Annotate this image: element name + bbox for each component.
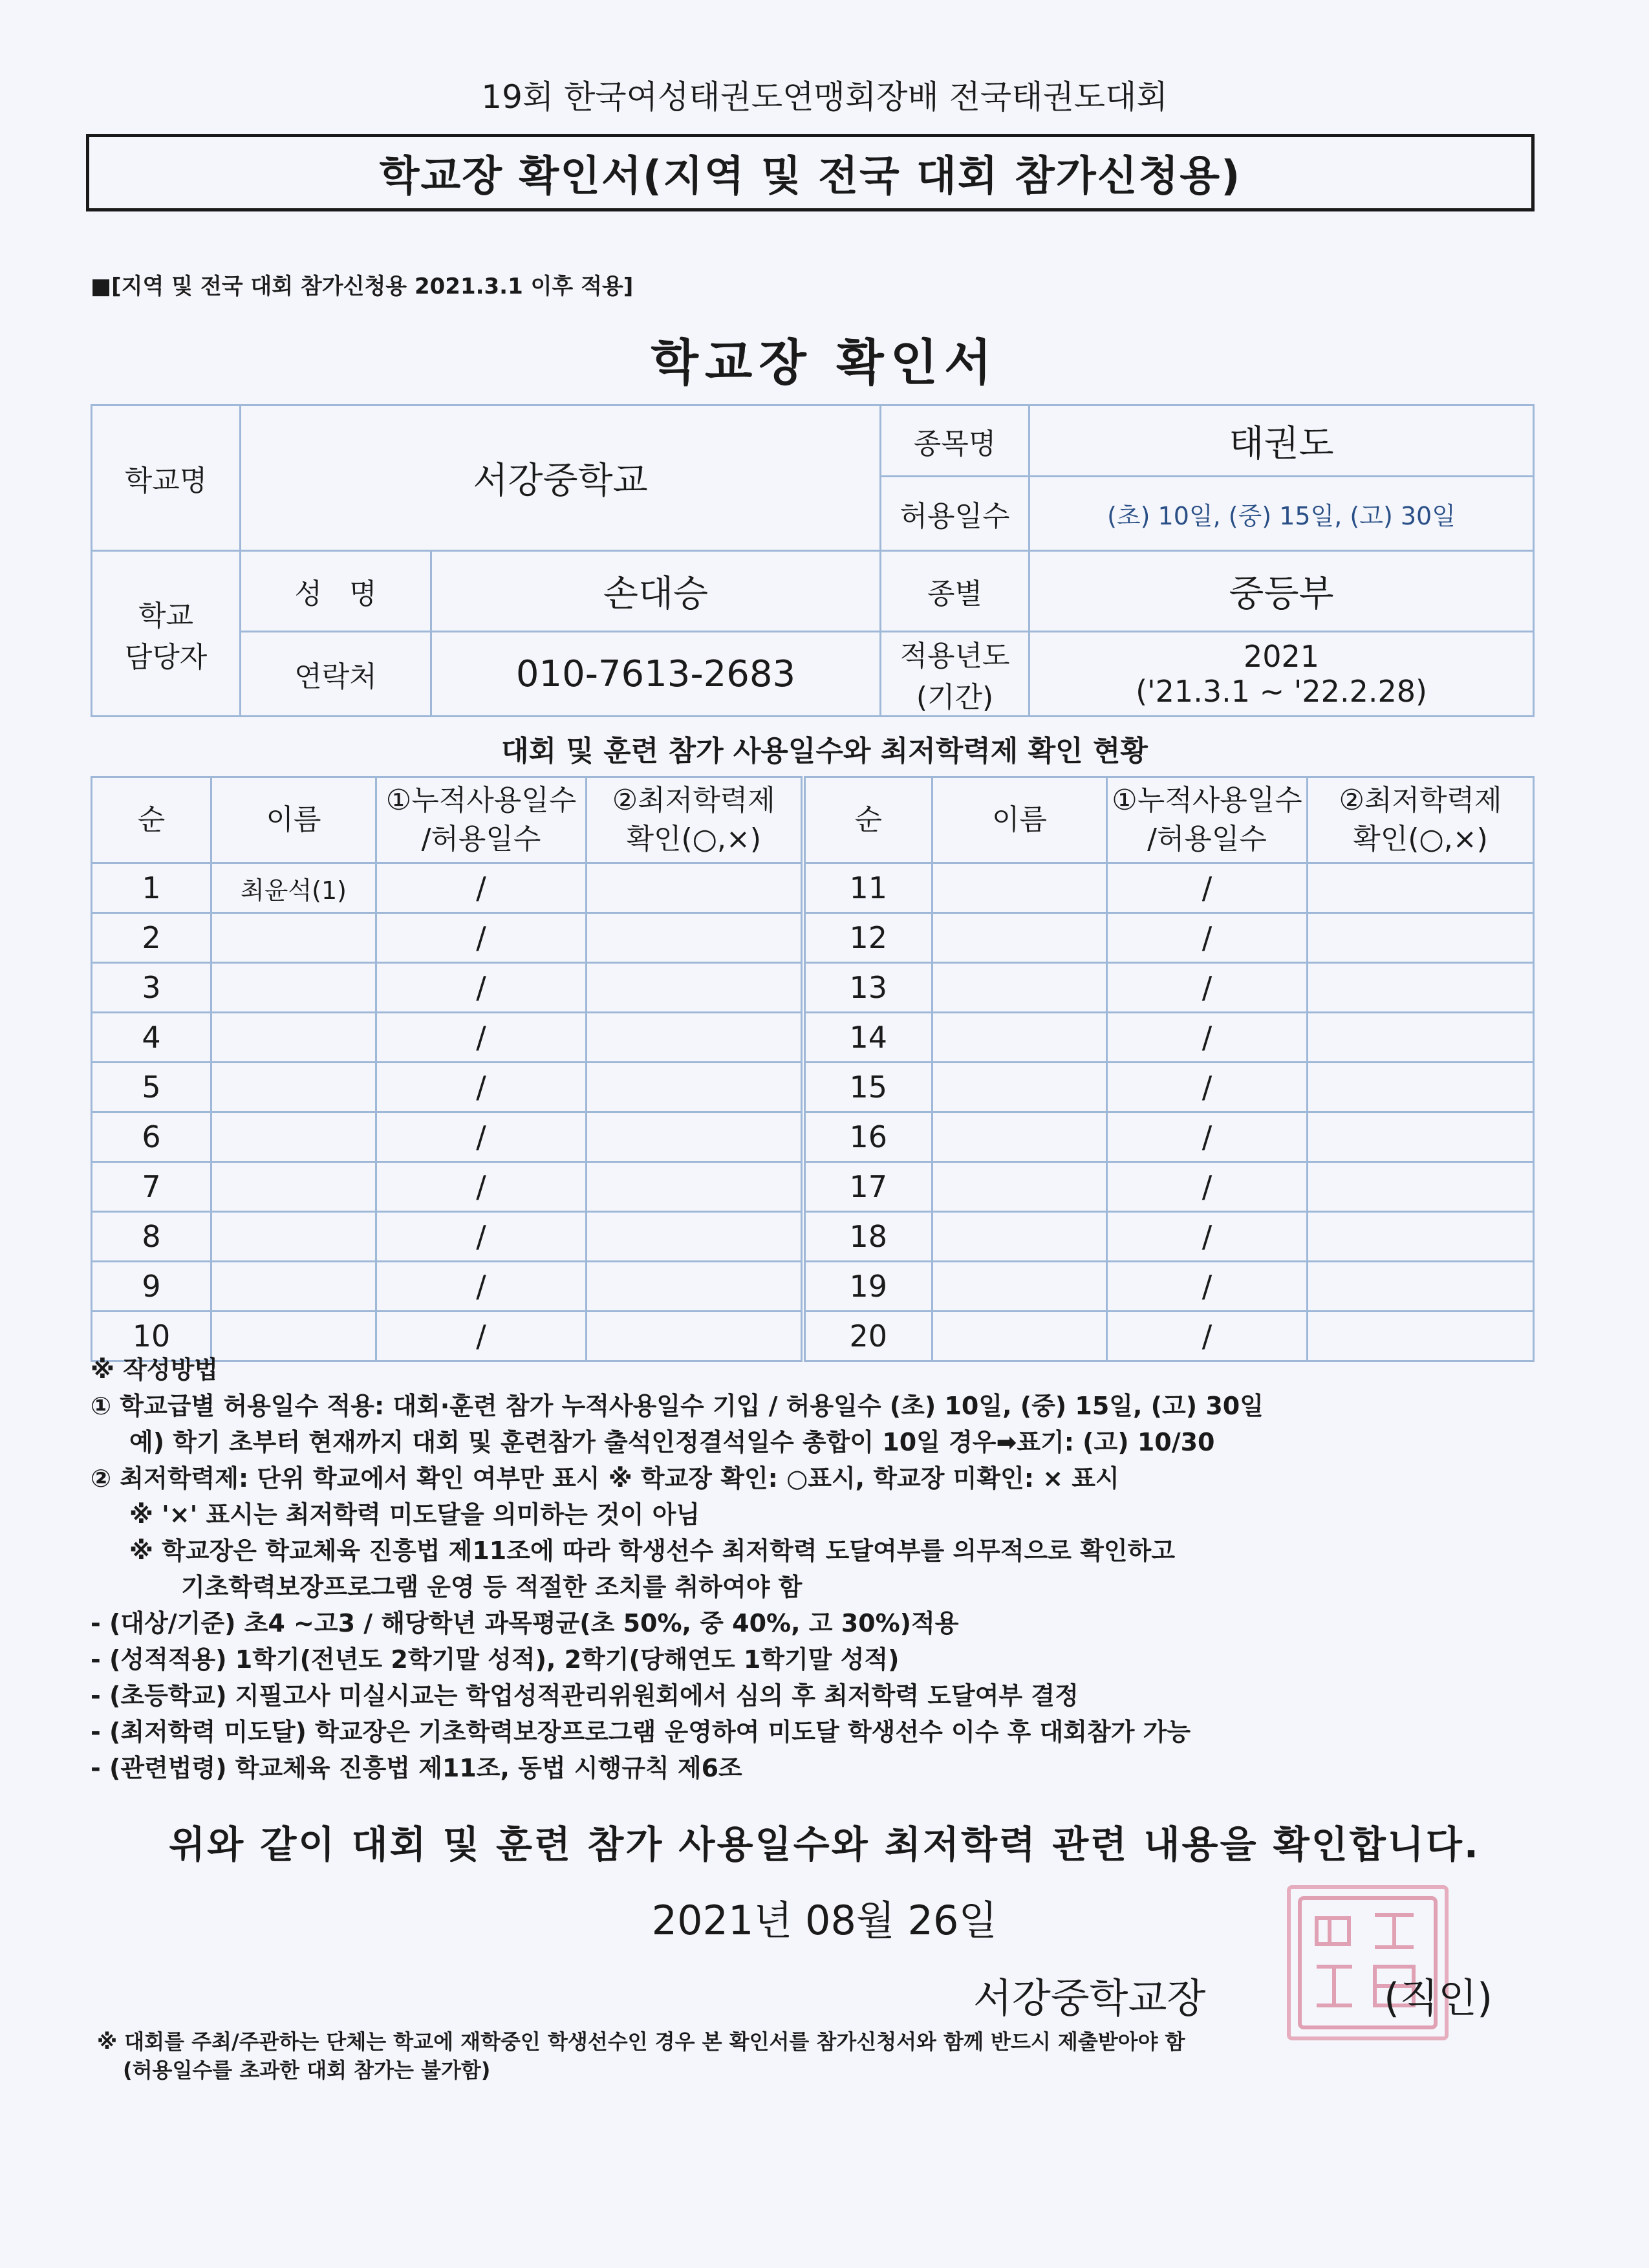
row-no-left: 5 xyxy=(92,1063,211,1112)
row-days-right: / xyxy=(1107,1013,1308,1063)
header-days-right xyxy=(1107,777,1308,863)
footer-note-line1: ※ 대회를 주최/주관하는 단체는 학교에 재학중인 학생선수인 경우 본 확인서를 참가신청서와 함께 반드시 제출받아야 함 xyxy=(97,2029,1185,2054)
footer-note-line2: (허용일수를 초과한 대회 참가는 불가함) xyxy=(123,2058,491,2082)
section-title: 대회 및 훈련 참가 사용일수와 최저학력제 확인 현황 xyxy=(501,735,1148,768)
instruction-line: 예) 학기 초부터 현재까지 대회 및 훈련참가 출석인정결석일수 총합이 10일 경우➡표기: (고) 10/30 xyxy=(129,1428,1215,1456)
row-name-right xyxy=(932,1013,1107,1063)
contact-person-label xyxy=(92,551,241,717)
row-acad-right xyxy=(1308,863,1534,913)
row-acad-left xyxy=(587,1212,803,1262)
row-days-right: / xyxy=(1107,1262,1308,1312)
row-days-left: / xyxy=(376,1212,587,1262)
instruction-line: ① 학교급별 허용일수 적용: 대회·훈련 참가 누적사용일수 기입 / 허용일수 (초) 10일, (중) 15일, (고) 30일 xyxy=(91,1392,1264,1420)
row-no-right: 15 xyxy=(803,1063,932,1112)
row-days-left: / xyxy=(376,1162,587,1212)
document-title-box xyxy=(86,134,1535,211)
notice-line: ■[지역 및 전국 대회 참가신청용 2021.3.1 이후 적용] xyxy=(91,274,634,299)
header-name-left: 이름 xyxy=(211,777,376,863)
allowed-days-label: 허용일수 xyxy=(881,477,1029,551)
row-days-right: / xyxy=(1107,1162,1308,1212)
row-no-left: 8 xyxy=(92,1212,211,1262)
row-no-left: 3 xyxy=(92,963,211,1013)
row-name-right xyxy=(932,1112,1107,1162)
sport-label: 종목명 xyxy=(881,405,1029,477)
table-row xyxy=(92,1013,1534,1063)
row-acad-right xyxy=(1308,1162,1534,1212)
row-no-right: 14 xyxy=(803,1013,932,1063)
row-days-left: / xyxy=(376,963,587,1013)
row-acad-right xyxy=(1308,1212,1534,1262)
header-days-left xyxy=(376,777,587,863)
date: 2021년 08월 26일 xyxy=(651,1897,998,1944)
table-row xyxy=(92,1063,1534,1112)
row-name-right xyxy=(932,1162,1107,1212)
header-acad-right-line2: 확인(○,×) xyxy=(1353,823,1488,856)
row-no-left: 2 xyxy=(92,913,211,963)
year-value-line1: 2021 xyxy=(1243,639,1320,674)
header-days-right-line1: ①누적사용일수 xyxy=(1112,784,1302,817)
row-acad-left xyxy=(587,913,803,963)
row-no-left: 6 xyxy=(92,1112,211,1162)
header-no-left: 순 xyxy=(92,777,211,863)
status-table xyxy=(91,776,1535,1362)
table-row xyxy=(92,1162,1534,1212)
row-acad-right xyxy=(1308,1112,1534,1162)
row-days-left: / xyxy=(376,1312,587,1361)
phone-label: 연락처 xyxy=(241,632,431,717)
table-row xyxy=(92,1212,1534,1262)
confirm-statement: 위와 같이 대회 및 훈련 참가 사용일수와 최저학력 관련 내용을 확인합니다. xyxy=(169,1822,1480,1866)
instruction-line: - (관련법령) 학교체육 진흥법 제11조, 동법 시행규칙 제6조 xyxy=(91,1754,742,1782)
instruction-line: 기초학력보장프로그램 운영 등 적절한 조치를 취하여야 함 xyxy=(181,1573,803,1601)
table-row xyxy=(92,913,1534,963)
row-no-right: 12 xyxy=(803,913,932,963)
instruction-line: - (성적적용) 1학기(전년도 2학기말 성적), 2학기(당해연도 1학기말 성적) xyxy=(91,1645,900,1674)
row-no-right: 19 xyxy=(803,1262,932,1312)
row-days-left: / xyxy=(376,1013,587,1063)
row-name-left xyxy=(211,1212,376,1262)
header-acad-left xyxy=(587,777,803,863)
row-acad-left xyxy=(587,863,803,913)
row-acad-left xyxy=(587,963,803,1013)
header-acad-left-line2: 확인(○,×) xyxy=(626,823,762,856)
contact-person-label-line2: 담당자 xyxy=(124,640,208,674)
table-row xyxy=(92,863,1534,913)
header-days-right-line2: /허용일수 xyxy=(1147,823,1267,856)
instruction-line: - (초등학교) 지필고사 미실시교는 학업성적관리위원회에서 심의 후 최저학력 도달여부 결정 xyxy=(91,1681,1079,1710)
header-acad-right-line1: ②최저학력제 xyxy=(1339,784,1502,817)
category-value: 중등부 xyxy=(1029,551,1534,632)
row-days-right: / xyxy=(1107,1312,1308,1361)
row-name-right xyxy=(932,1262,1107,1312)
name-value: 손대승 xyxy=(431,551,881,632)
year-label-line1: 적용년도 xyxy=(900,640,1010,673)
sport-value: 태권도 xyxy=(1029,405,1534,477)
row-no-left: 1 xyxy=(92,863,211,913)
allowed-days-value: (초) 10일, (중) 15일, (고) 30일 xyxy=(1029,477,1534,551)
footer-note xyxy=(97,2027,1558,2084)
row-name-right xyxy=(932,913,1107,963)
row-acad-left xyxy=(587,1162,803,1212)
row-name-left xyxy=(211,963,376,1013)
info-table xyxy=(91,404,1535,717)
row-days-left: / xyxy=(376,913,587,963)
instruction-line: ※ '×' 표시는 최저학력 미도달을 의미하는 것이 아님 xyxy=(129,1500,700,1529)
row-no-left: 4 xyxy=(92,1013,211,1063)
row-name-right xyxy=(932,1212,1107,1262)
row-days-right: / xyxy=(1107,863,1308,913)
row-no-right: 18 xyxy=(803,1212,932,1262)
header-name-right: 이름 xyxy=(932,777,1107,863)
row-name-left xyxy=(211,913,376,963)
year-label xyxy=(881,632,1029,717)
row-name-right xyxy=(932,963,1107,1013)
year-value-line2: ('21.3.1 ~ '22.2.28) xyxy=(1136,674,1427,709)
category-label: 종별 xyxy=(881,551,1029,632)
row-acad-right xyxy=(1308,963,1534,1013)
row-no-right: 13 xyxy=(803,963,932,1013)
row-days-left: / xyxy=(376,1063,587,1112)
table-row xyxy=(92,1262,1534,1312)
row-no-right: 11 xyxy=(803,863,932,913)
header-acad-right xyxy=(1308,777,1534,863)
row-no-right: 16 xyxy=(803,1112,932,1162)
instructions xyxy=(91,1352,1552,1786)
row-acad-left xyxy=(587,1063,803,1112)
row-acad-right xyxy=(1308,1013,1534,1063)
header-acad-left-line1: ②최저학력제 xyxy=(612,784,775,817)
row-no-left: 7 xyxy=(92,1162,211,1212)
row-days-right: / xyxy=(1107,1063,1308,1112)
school-label: 학교명 xyxy=(92,405,241,551)
row-name-left xyxy=(211,1112,376,1162)
row-acad-left xyxy=(587,1112,803,1162)
header-days-left-line2: /허용일수 xyxy=(421,823,541,856)
row-acad-left xyxy=(587,1013,803,1063)
row-no-left: 10 xyxy=(92,1312,211,1361)
row-no-right: 17 xyxy=(803,1162,932,1212)
event-title: 19회 한국여성태권도연맹회장배 전국태권도대회 xyxy=(481,78,1168,116)
instruction-line: - (대상/기준) 초4 ~고3 / 해당학년 과목평균(초 50%, 중 40%, 고 30%)적용 xyxy=(91,1609,959,1637)
row-name-left xyxy=(211,1262,376,1312)
row-acad-right xyxy=(1308,1262,1534,1312)
school-value: 서강중학교 xyxy=(241,405,881,551)
year-value xyxy=(1029,632,1534,717)
row-name-left xyxy=(211,1162,376,1212)
table-row xyxy=(92,963,1534,1013)
document-title: 학교장 확인서(지역 및 전국 대회 참가신청용) xyxy=(379,153,1242,200)
row-acad-left xyxy=(587,1262,803,1312)
contact-person-label-line1: 학교 xyxy=(138,599,193,632)
instruction-line: ※ 학교장은 학교체육 진흥법 제11조에 따라 학생선수 최저학력 도달여부를 의무적으로 확인하고 xyxy=(129,1537,1176,1565)
phone-value: 010-7613-2683 xyxy=(431,632,881,717)
main-title: 학교장 확인서 xyxy=(651,334,998,391)
instruction-line: ② 최저학력제: 단위 학교에서 확인 여부만 표시 ※ 학교장 확인: ○표시, 학교장 미확인: × 표시 xyxy=(91,1464,1119,1493)
row-name-left: 최윤석(1) xyxy=(211,863,376,913)
row-name-right xyxy=(932,1063,1107,1112)
row-name-right xyxy=(932,863,1107,913)
header-days-left-line1: ①누적사용일수 xyxy=(385,784,577,817)
row-days-right: / xyxy=(1107,1112,1308,1162)
row-name-left xyxy=(211,1063,376,1112)
instruction-line: - (최저학력 미도달) 학교장은 기초학력보장프로그램 운영하여 미도달 학생선수 이수 후 대회참가 가능 xyxy=(91,1718,1191,1746)
row-days-right: / xyxy=(1107,963,1308,1013)
row-acad-right xyxy=(1308,1063,1534,1112)
row-days-left: / xyxy=(376,1262,587,1312)
name-label: 성 명 xyxy=(241,551,431,632)
row-no-right: 20 xyxy=(803,1312,932,1361)
principal-name: 서강중학교장 xyxy=(973,1974,1206,2022)
row-name-left xyxy=(211,1013,376,1063)
instruction-line: ※ 작성방법 xyxy=(91,1355,219,1384)
year-label-line2: (기간) xyxy=(916,681,994,714)
row-days-right: / xyxy=(1107,913,1308,963)
row-days-left: / xyxy=(376,1112,587,1162)
row-days-right: / xyxy=(1107,1212,1308,1262)
header-no-right: 순 xyxy=(803,777,932,863)
row-days-left: / xyxy=(376,863,587,913)
seal-label: (직인) xyxy=(1384,1974,1493,2022)
table-row xyxy=(92,1112,1534,1162)
row-acad-right xyxy=(1308,913,1534,963)
row-no-left: 9 xyxy=(92,1262,211,1312)
